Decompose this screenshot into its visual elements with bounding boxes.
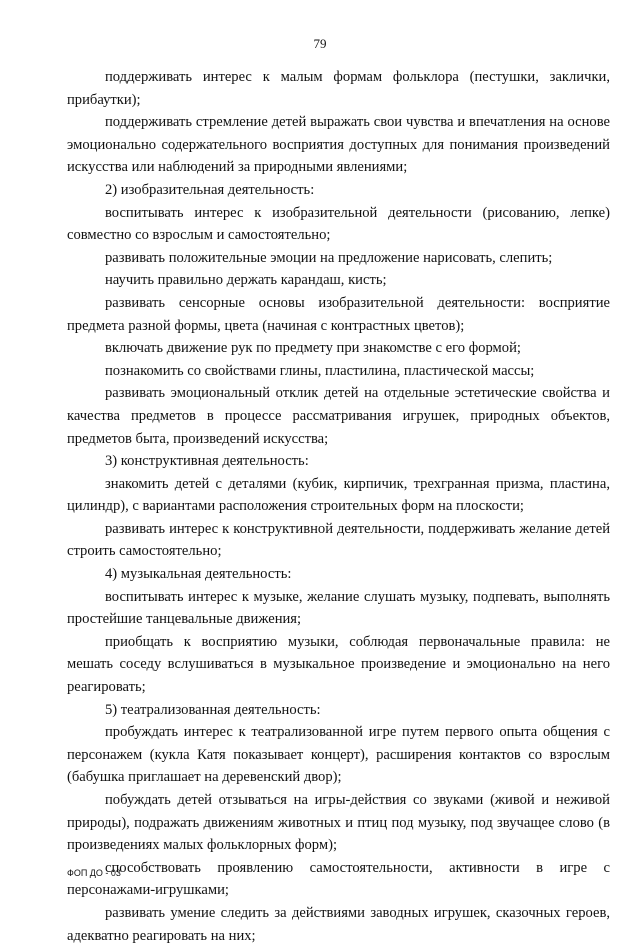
paragraph: поддерживать стремление детей выражать свои чувства и впечатления на основе эмоционально содержательного восприятия доступных для понимания произведений искусства или наблюдений за природными явлениями; bbox=[67, 114, 610, 176]
section-heading: 4) музыкальная деятельность: bbox=[105, 566, 292, 583]
paragraph: воспитывать интерес к изобразительной деятельности (рисованию, лепке) совместно со взрослым и самостоятельно; bbox=[67, 204, 610, 244]
paragraph: пробуждать интерес к театрализованной игре путем первого опыта общения с персонажем (кукла Катя показывает концерт), расширения контактов со взрослым (бабушка приглашает на деревенский двор); bbox=[67, 724, 610, 786]
paragraph: научить правильно держать карандаш, кисть; bbox=[105, 272, 387, 289]
paragraph: развивать положительные эмоции на предложение нарисовать, слепить; bbox=[105, 249, 553, 266]
paragraph: развивать сенсорные основы изобразительной деятельности: восприятие предмета разной формы, цвета (начиная с контрастных цветов); bbox=[67, 294, 610, 334]
page-number: 79 bbox=[313, 36, 327, 51]
paragraph: включать движение рук по предмету при знакомстве с его формой; bbox=[105, 340, 521, 357]
document-body bbox=[67, 66, 610, 947]
paragraph: развивать интерес к конструктивной деятельности, поддерживать желание детей строить самостоятельно; bbox=[67, 520, 610, 560]
section-heading: 5) театрализованная деятельность: bbox=[105, 701, 321, 718]
section-heading: 3) конструктивная деятельность: bbox=[105, 453, 309, 470]
paragraph: познакомить со свойствами глины, пластилина, пластической массы; bbox=[105, 362, 535, 379]
paragraph: развивать эмоциональный отклик детей на отдельные эстетические свойства и качества предметов в процессе рассматривания игрушек, природных объектов, предметов быта, произведений искусства; bbox=[67, 385, 610, 447]
paragraph: приобщать к восприятию музыки, соблюдая первоначальные правила: не мешать соседу вслушиваться в музыкальное произведение и эмоционально на него реагировать; bbox=[67, 633, 610, 696]
document-footer-code: ФОП ДО - 03 bbox=[67, 868, 121, 878]
paragraph: поддерживать интерес к малым формам фольклора (пестушки, заклички, прибаутки); bbox=[67, 69, 610, 108]
section-heading: 2) изобразительная деятельность: bbox=[105, 181, 315, 198]
paragraph: способствовать проявлению самостоятельности, активности в игре с персонажами-игрушками; bbox=[67, 859, 610, 899]
paragraph: знакомить детей с деталями (кубик, кирпичик, трехгранная призма, пластина, цилиндр), с вариантами расположения строительных форм на плоскости; bbox=[67, 475, 610, 515]
paragraph: развивать умение следить за действиями заводных игрушек, сказочных героев, адекватно реагировать на них; bbox=[67, 904, 610, 944]
paragraph: воспитывать интерес к музыке, желание слушать музыку, подпевать, выполнять простейшие танцевальные движения; bbox=[67, 588, 610, 628]
paragraph: побуждать детей отзываться на игры-действия со звуками (живой и неживой природы), подражать движениям животных и птиц под музыку, под звучащее слово (в произведениях малых фольклорных форм); bbox=[67, 792, 610, 854]
